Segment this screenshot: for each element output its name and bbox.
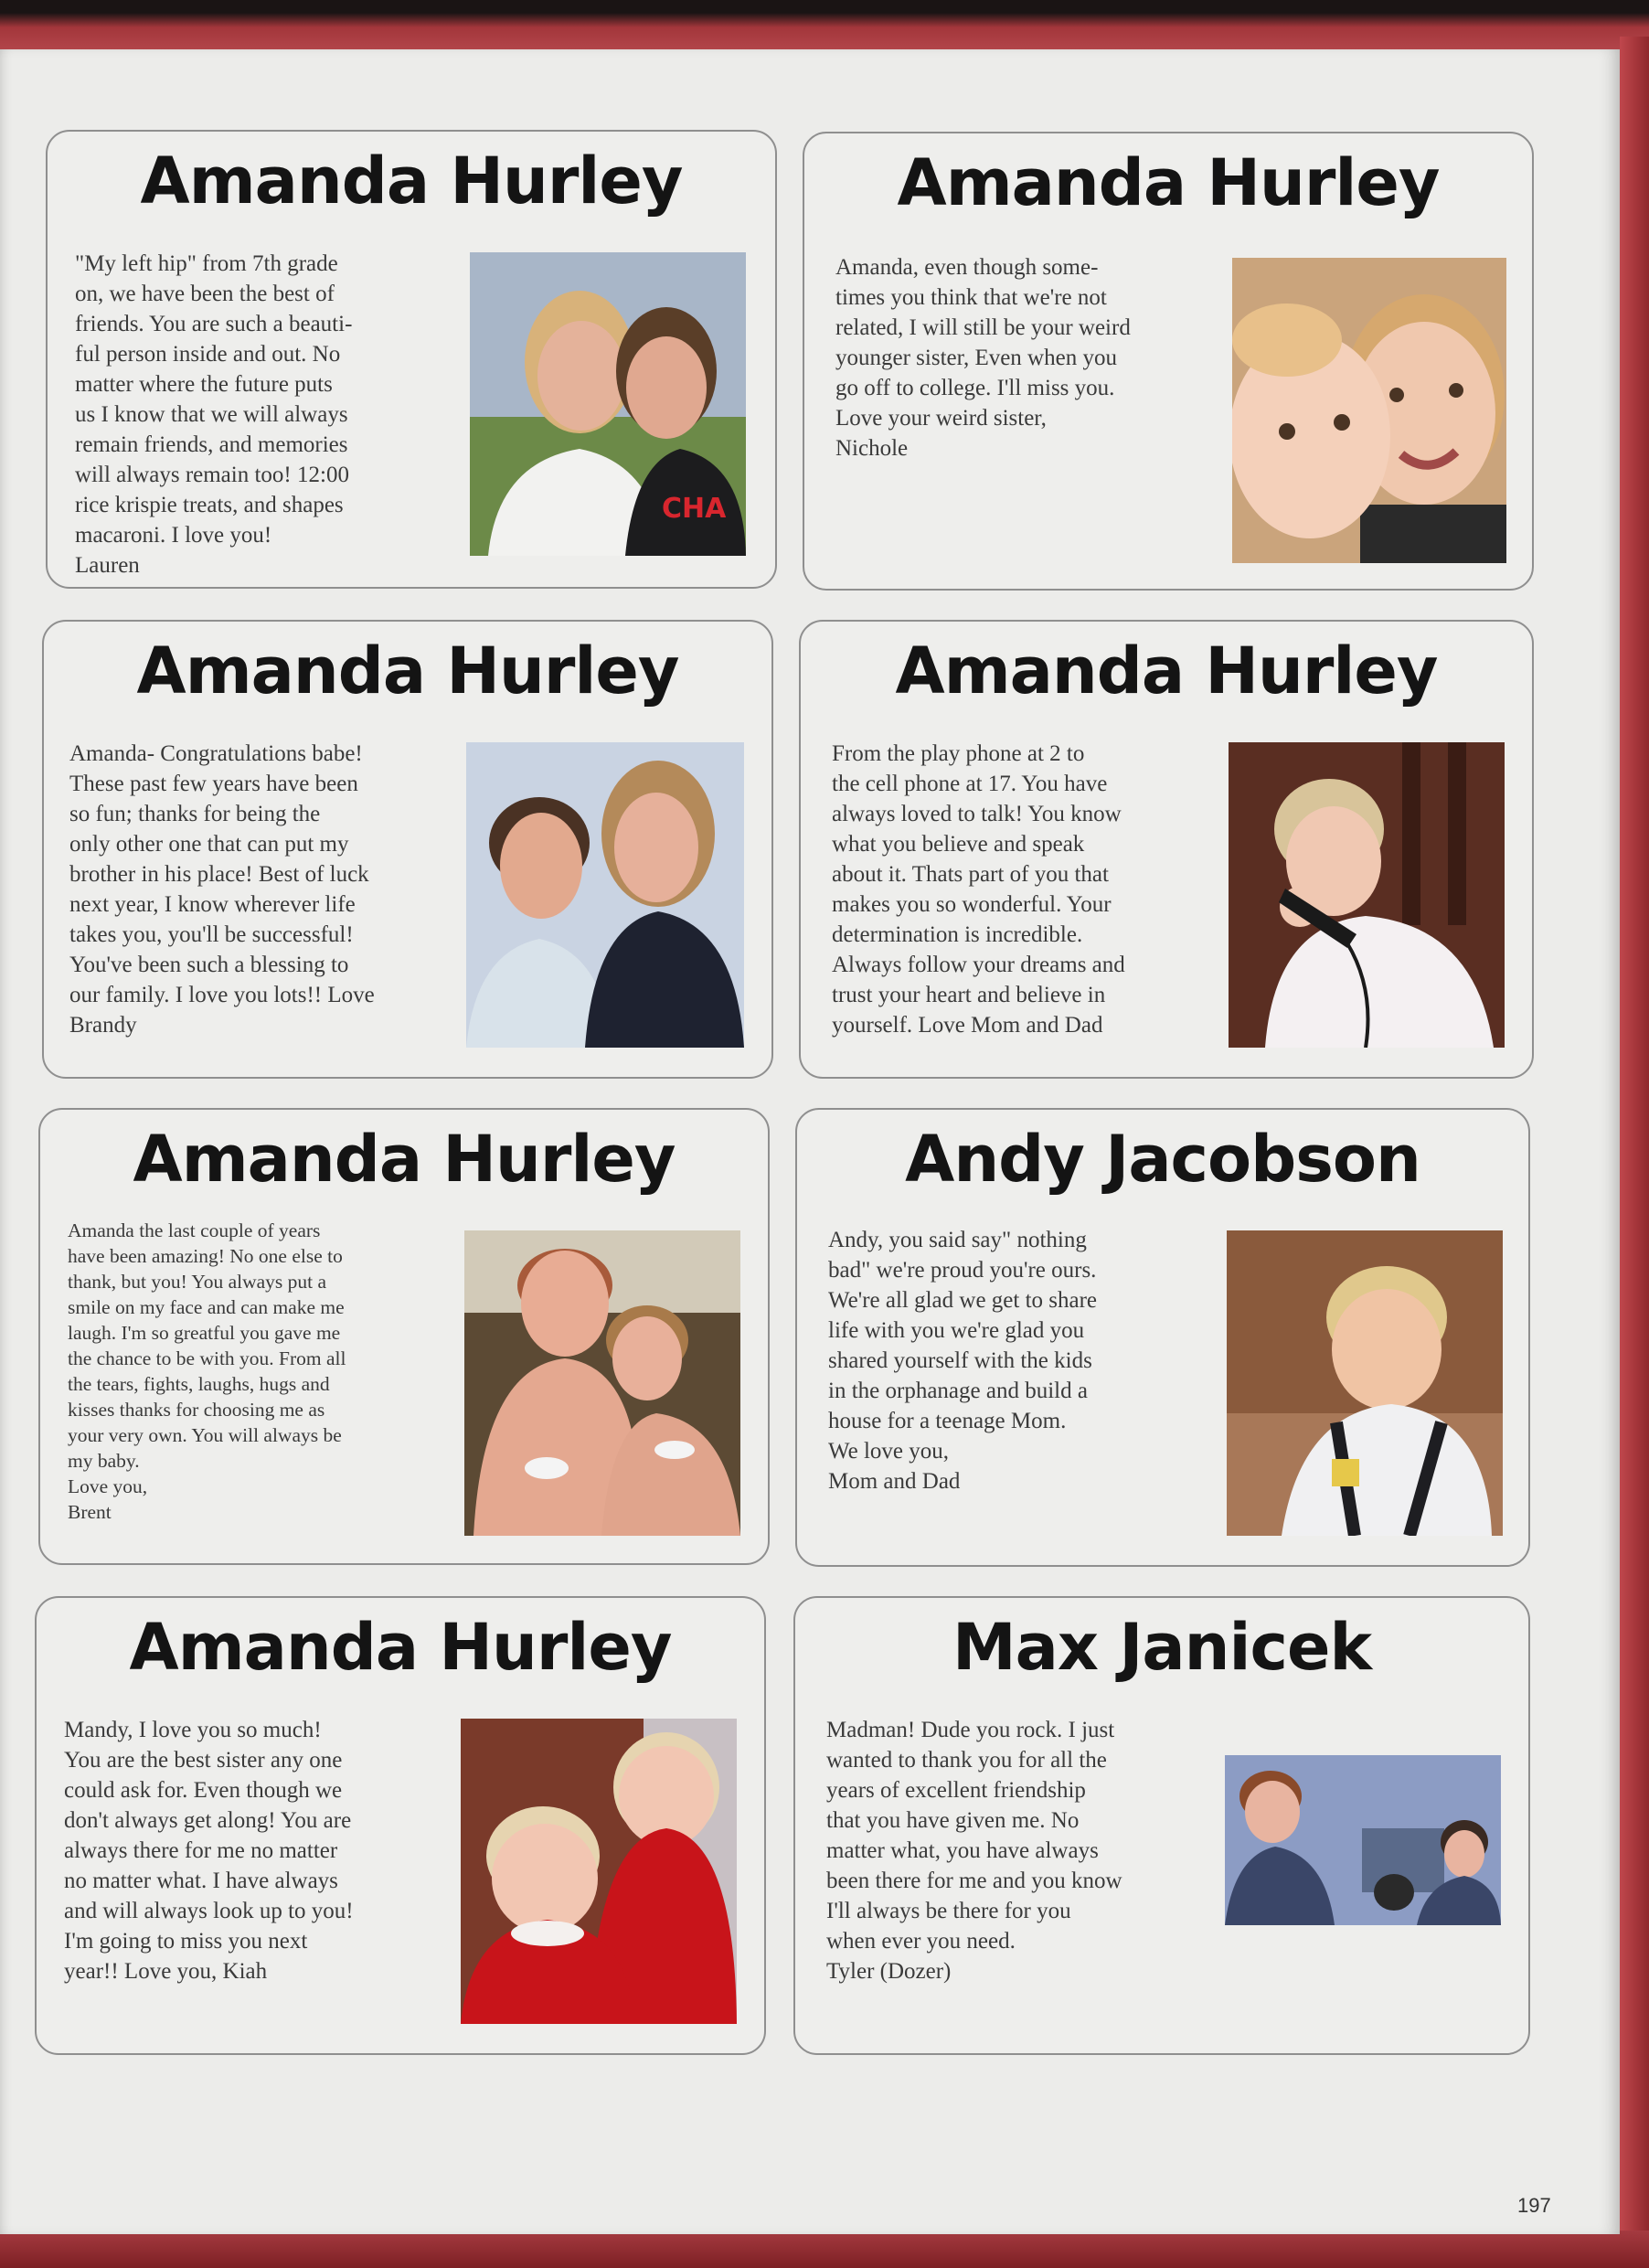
photo-toddler-on-phone bbox=[1229, 742, 1505, 1048]
photo-image bbox=[1229, 742, 1505, 1048]
photo-two-children-christmas bbox=[461, 1719, 737, 2024]
tribute-card bbox=[793, 1596, 1530, 2055]
card-message: "My left hip" from 7th grade on, we have been the best of friends. You are such a beauti- ful person inside and out. No matter where the future puts us I know that we will always remain friends, and memories will always remain too! 12:00 rice krispie treats, and shapes macaroni. I love you! Lauren bbox=[75, 251, 353, 578]
tribute-card bbox=[46, 130, 777, 589]
tribute-card bbox=[803, 132, 1534, 591]
card-title: Amanda Hurley bbox=[136, 634, 679, 708]
photo-image bbox=[1227, 1230, 1503, 1536]
card-message: Andy, you said say" nothing bad" we're proud you're ours. We're all glad we get to share life with you we're glad you shared yourself with the kids in the orphanage and build a house for a teenage Mom. We love you, Mom and Dad bbox=[828, 1228, 1098, 1494]
photo-image bbox=[466, 742, 744, 1048]
book-cover-edge bbox=[1620, 37, 1649, 2268]
photo-image bbox=[1232, 258, 1506, 563]
photo-image bbox=[470, 252, 746, 556]
photo-smiling-toddler-boy bbox=[1227, 1230, 1503, 1536]
card-message: From the play phone at 2 to the cell phone at 17. You have always loved to talk! You know what you believe and speak about it. Thats part of you that makes you so wonderful. Your determination is incredible. Always follow your dreams and trust your heart and believe in yourself. Love Mom and Dad bbox=[832, 741, 1125, 1038]
photo-image bbox=[464, 1230, 740, 1536]
card-message: Mandy, I love you so much! You are the best sister any one could ask for. Even though we don't always get along! You are always there for me no matter no matter what. I have always and will always look up to you! I'm going to miss you next year!! Love you, Kiah bbox=[64, 1718, 354, 1984]
photo-image bbox=[461, 1719, 737, 2024]
photo-two-girls-smiling bbox=[470, 252, 746, 556]
tribute-card bbox=[38, 1108, 770, 1565]
tribute-card bbox=[42, 620, 773, 1079]
card-title: Max Janicek bbox=[952, 1610, 1372, 1685]
card-title: Amanda Hurley bbox=[897, 145, 1440, 220]
tribute-card bbox=[35, 1596, 766, 2055]
photo-two-children-faces bbox=[1232, 258, 1506, 563]
photo-two-boys-indoors bbox=[1225, 1755, 1501, 1925]
card-message: Amanda- Congratulations babe! These past few years have been so fun; thanks for being the only other one that can put my brother in his place! Best of luck next year, I know wherever life takes you, you'll be successful! You've been such a blessing to our family. I love you lots!! Love Brandy bbox=[69, 741, 375, 1038]
shirt-lettering: CHA bbox=[662, 493, 727, 525]
card-title: Amanda Hurley bbox=[895, 634, 1438, 708]
tribute-card bbox=[795, 1108, 1530, 1567]
page-number: 197 bbox=[1517, 2194, 1551, 2217]
photo-couple-at-beach bbox=[464, 1230, 740, 1536]
card-title: Amanda Hurley bbox=[129, 1610, 672, 1685]
photo-two-girls-posing bbox=[466, 742, 744, 1048]
photo-image bbox=[1225, 1755, 1501, 1925]
card-title: Amanda Hurley bbox=[133, 1122, 676, 1197]
card-title: Amanda Hurley bbox=[140, 144, 683, 218]
card-title: Andy Jacobson bbox=[905, 1122, 1420, 1197]
tribute-card bbox=[799, 620, 1534, 1079]
card-message: Madman! Dude you rock. I just wanted to thank you for all the years of excellent friendship that you have given me. No matter what, you have always been there for me and you know I'll always be there for you when ever you need. Tyler (Dozer) bbox=[826, 1718, 1122, 1984]
card-message: Amanda, even though some- times you think that we're not related, I will still be your weird younger sister, Even when you go off to college. I'll miss you. Love your weird sister, Nichole bbox=[835, 255, 1131, 461]
card-message: Amanda the last couple of years have been amazing! No one else to thank, but you! You always put a smile on my face and can make me laugh. I'm so greatful you gave me the chance to be with you. From all the tears, fights, laughs, hugs and kisses thanks for choosing me as your very own. You will always be my baby. Love you, Brent bbox=[68, 1219, 346, 1523]
book-spine-bottom bbox=[0, 2231, 1649, 2268]
